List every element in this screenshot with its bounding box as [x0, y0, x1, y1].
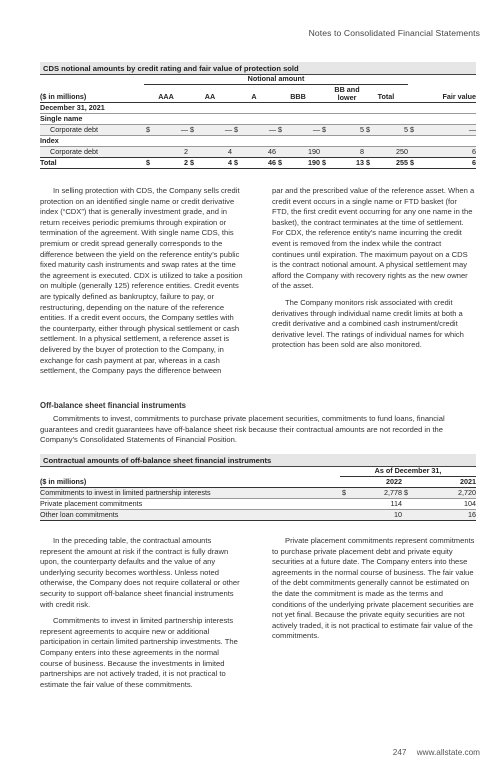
- row-label: Private placement commitments: [40, 499, 340, 510]
- row-label: Corporate debt: [40, 125, 144, 136]
- total-row: Total $ 2 $ 4 $ 46 $ 190 $ 13 $ 255 $ 6: [40, 158, 476, 167]
- running-header: Notes to Consolidated Financial Statements: [308, 28, 480, 38]
- off-balance-table: [40, 466, 476, 521]
- col-header-fair-value: Fair value: [442, 92, 476, 101]
- year-header-2021: 2021: [460, 477, 476, 486]
- notional-amount-group-header: Notional amount: [144, 74, 408, 85]
- row-label: Corporate debt: [40, 147, 144, 158]
- col-header-aa: AA: [204, 92, 216, 101]
- off-balance-heading: Off-balance sheet financial instruments: [40, 401, 187, 410]
- row-label: Total: [40, 158, 144, 169]
- cds-text-left-column: [40, 186, 243, 377]
- row-label: Other loan commitments: [40, 510, 340, 521]
- ob-unit-label: ($ in millions): [40, 476, 87, 486]
- col-header-bbb: BBB: [290, 92, 306, 101]
- col-header-bb-and-lower: BB and lower: [334, 85, 360, 102]
- table-row: Other loan commitments 10 16: [40, 510, 476, 519]
- col-header-aaa: AAA: [158, 92, 174, 101]
- ob-date-header: As of December 31,: [340, 466, 476, 477]
- ob-text-right-column: [272, 536, 475, 642]
- cds-date-label: December 31, 2021: [40, 103, 476, 114]
- paragraph: Private placement commitments represent commitments to purchase private placement debt and private equity securities at a future date. The Company enters into these agreements in the normal course of business. The fair value of the debt commitments generally cannot be estimated on the date the commitment is made as the terms and conditions of the underlying private placement securities are not yet final. Because the private equity securities are not actively traded, it is not practical to estimate fair value of the commitments.: [272, 536, 475, 641]
- ob-table-title: Contractual amounts of off-balance sheet financial instruments: [40, 454, 476, 467]
- table-row: Commitments to invest in limited partnership interests $ 2,778 $ 2,720: [40, 488, 476, 497]
- cds-unit-label: ($ in millions): [40, 92, 87, 101]
- paragraph: Commitments to invest in limited partnership interests represent agreements to acquire new or additional participation in certain limited partnership investments. The Company enters into these agreements in the normal course of business. Because the investments in limited partnerships are not actively traded, it is not practical to estimate the fair value of these commitments.: [40, 616, 238, 689]
- cds-notional-table: [40, 74, 476, 169]
- cds-table-title: CDS notional amounts by credit rating and fair value of protection sold: [40, 62, 476, 75]
- index-label: Index: [40, 136, 476, 147]
- col-header-total: Total: [377, 92, 395, 101]
- paragraph: In selling protection with CDS, the Company sells credit protection on an identified single name or credit derivative index (“CDX”) that is generally investment grade, and in return receives periodic premiums through expiration or termination of the agreement. With single name CDS, this premium or credit spread generally corresponds to the difference between the yield on the reference entity’s public fixed maturity cash instruments and swap rates at the time the agreement is executed. CDX is utilized to take a position on multiple (generally 125) reference entities. Credit events are typically defined as bankruptcy, failure to pay, or restructuring, depending on the nature of the reference entities. If a credit event occurs, the Company settles with the counterparty, either through physical settlement or cash settlement. In a physical settlement, a reference asset is delivered by the buyer of protection to the Company, in exchange for cash payment at par, whereas in a cash settlement, the Company pays the difference between: [40, 186, 243, 376]
- col-header-a: A: [251, 92, 257, 101]
- table-row: Corporate debt 2 4 46 190 8 250 6: [40, 147, 476, 158]
- website-link[interactable]: www.allstate.com: [416, 748, 480, 757]
- row-label: Commitments to invest in limited partnership interests: [40, 488, 340, 499]
- table-row: Corporate debt $ — $ — $ — $ — $ 5 $ 5 $ —: [40, 125, 476, 136]
- page-footer: [393, 748, 480, 757]
- single-name-label: Single name: [40, 114, 476, 125]
- year-header-2022: 2022: [386, 477, 402, 486]
- off-balance-intro: Commitments to invest, commitments to purchase private placement securities, commitments to fund loans, financial guarantees and credit guarantees have off-balance sheet risk because their contractual amounts are not recorded in the Company’s Consolidated Statements of Financial Position.: [40, 414, 445, 445]
- table-row: Private placement commitments 114 104: [40, 499, 476, 508]
- ob-text-left-column: [40, 536, 243, 690]
- cds-text-right-column: [272, 186, 475, 351]
- paragraph: The Company monitors risk associated with credit derivatives through individual name credit limits at both a credit derivative and a combined cash instrument/credit derivative level. The ratings of individual names for which protection has been sold are also monitored.: [272, 297, 464, 350]
- paragraph: par and the prescribed value of the reference asset. When a credit event occurs in a single name or FTD basket (for FTD, the first credit event occurring for any one name in the basket), the contract terminates at the time of settlement. For CDX, the reference entity’s name incurring the credit event is removed from the index while the contract continues until expiration. The maximum payout on a CDS is the contract notional amount. A physical settlement may afford the Company with recovery rights as the new owner of the asset.: [272, 186, 475, 291]
- paragraph: In the preceding table, the contractual amounts represent the amount at risk if the contract is fully drawn upon, the counterparty defaults and the value of any underlying security becomes worthless. Unless noted otherwise, the Company does not require collateral or other security to support off-balance sheet financial instruments with credit risk.: [40, 536, 240, 609]
- page-number: 247: [392, 748, 407, 757]
